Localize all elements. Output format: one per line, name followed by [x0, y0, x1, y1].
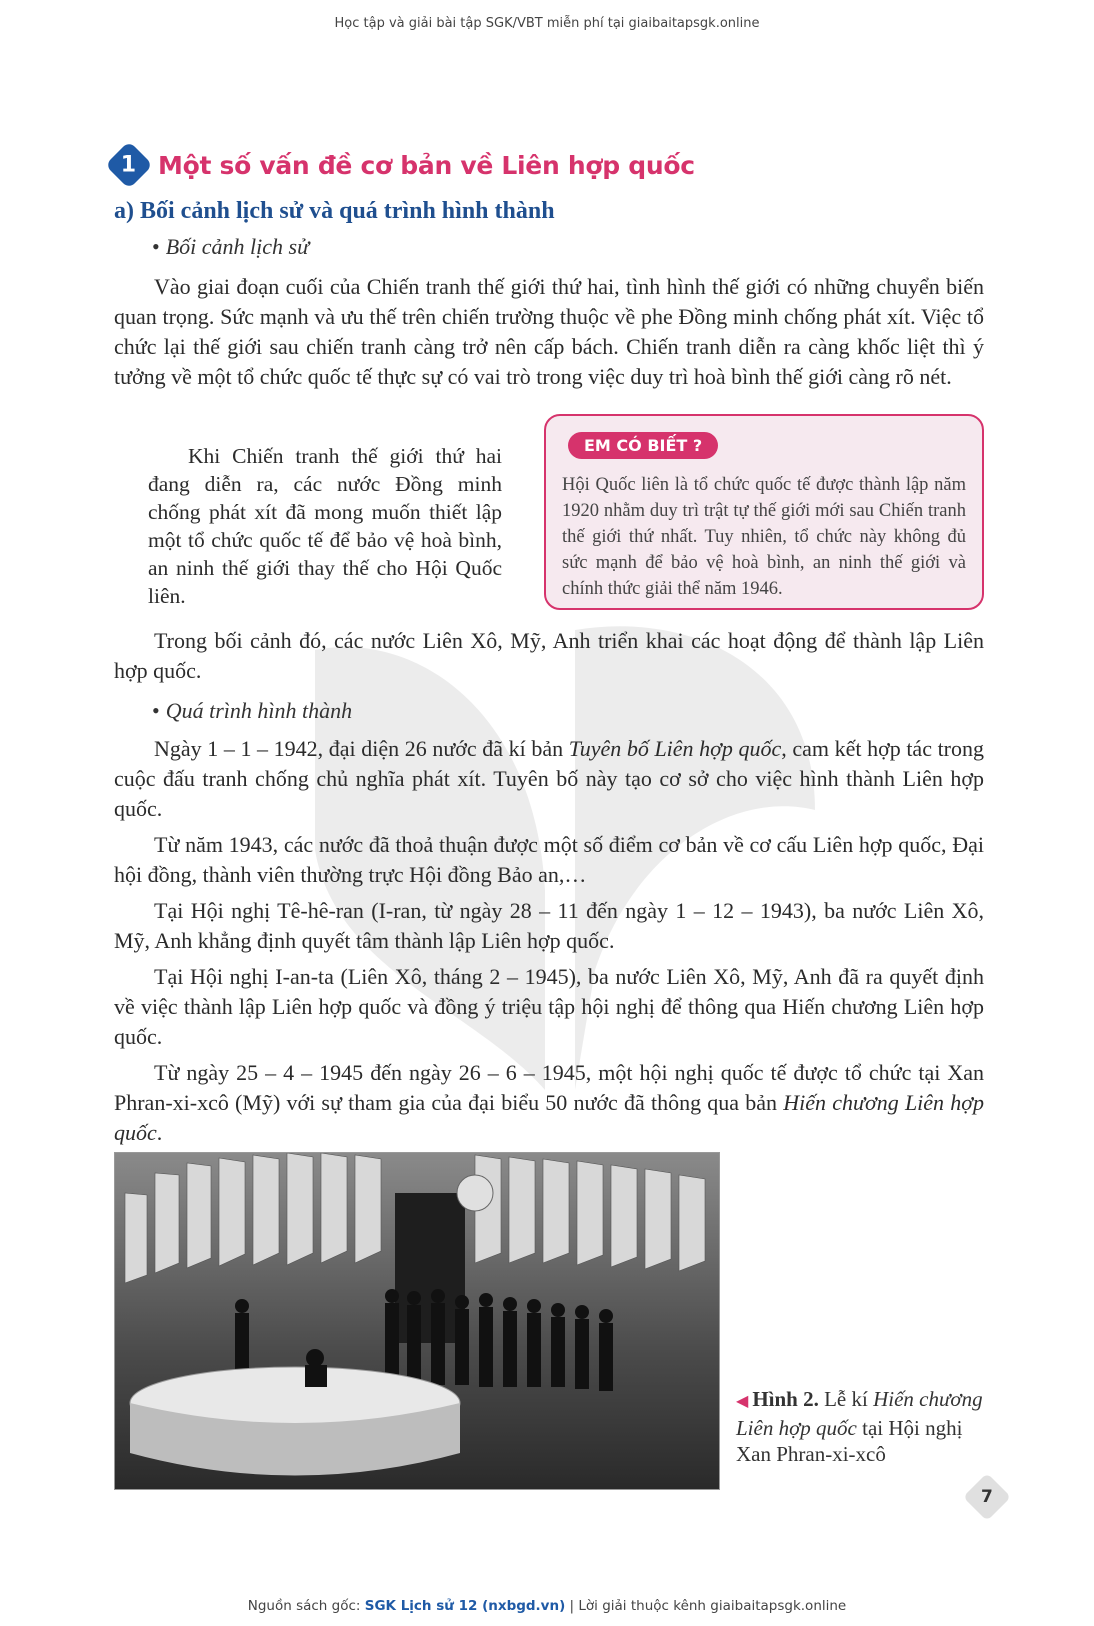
context-heading: • Bối cảnh lịch sử	[152, 234, 309, 260]
page-number-badge	[963, 1473, 1011, 1521]
caption-emphasis: Hiến chương Liên hợp quốc	[736, 1387, 983, 1440]
formation-p1-post: , cam kết hợp tác trong cuộc đấu tranh chống chủ nghĩa phát xít. Tuyên bố này tạo cơ sở cho việc hình thành Liên hợp quốc.	[114, 736, 985, 821]
did-you-know-tag: EM CÓ BIẾT ?	[568, 432, 718, 459]
formation-paragraph-1	[114, 734, 984, 824]
did-you-know-text: Hội Quốc liên là tổ chức quốc tế được thành lập năm 1920 nhằm duy trì trật tự thế giới mới sau Chiến tranh thế giới thứ nhất. Tuy nhiên, tổ chức này không đủ sức mạnh để bảo vệ hoà bình, an ninh thế giới và chính thức giải thể năm 1946.	[562, 475, 966, 599]
formation-paragraph-3: Tại Hội nghị Tê-hê-ran (I-ran, từ ngày 28 – 11 đến ngày 1 – 12 – 1943), ba nước Liên Xô, Mỹ, Anh khẳng định quyết tâm thành lập Liên hợp quốc.	[114, 898, 984, 953]
page-header: Học tập và giải bài tập SGK/VBT miễn phí tại giaibaitapsgk.online	[334, 16, 760, 31]
section-number: 1	[121, 152, 137, 178]
formation-p1-pre: Ngày 1 – 1 – 1942, đại diện 26 nước đã kí bản	[154, 736, 569, 761]
context-paragraph-3: Trong bối cảnh đó, các nước Liên Xô, Mỹ, Anh triển khai các hoạt động để thành lập Liên hợp quốc.	[114, 628, 984, 683]
footer-source-link[interactable]: SGK Lịch sử 12 (nxbgd.vn)	[364, 1598, 566, 1614]
section-heading	[112, 148, 695, 182]
formation-paragraph-4: Tại Hội nghị I-an-ta (Liên Xô, tháng 2 – 1945), ba nước Liên Xô, Mỹ, Anh đã ra quyết định về việc thành lập Liên hợp quốc và đồng ý triệu tập hội nghị để thông qua Hiến chương Liên hợp quốc.	[114, 964, 984, 1049]
caption-post: tại Hội nghị Xan Phran-xi-xcô	[736, 1416, 963, 1466]
formation-paragraph-5	[114, 1058, 984, 1148]
charter-signing-photo	[114, 1152, 720, 1490]
caption-arrow-icon: ◀	[736, 1393, 749, 1410]
subsection-title: a) Bối cảnh lịch sử và quá trình hình thành	[114, 198, 555, 224]
section-title: Một số vấn đề cơ bản về Liên hợp quốc	[158, 150, 695, 180]
formation-p5-post: .	[156, 1120, 163, 1145]
formation-p5-pre: Từ ngày 25 – 4 – 1945 đến ngày 26 – 6 – 1945, một hội nghị quốc tế được tổ chức tại Xan Phran-xi-xcô (Mỹ) với sự tham gia của đại biểu 50 nước đã thông qua bản	[114, 1060, 984, 1115]
did-you-know-box	[544, 414, 984, 610]
footer-suffix: | Lời giải thuộc kênh giaibaitapsgk.online	[565, 1598, 847, 1614]
context-paragraph-2: Khi Chiến tranh thế giới thứ hai đang diễn ra, các nước Đồng minh chống phát xít đã mong muốn thiết lập một tổ chức quốc tế để bảo vệ hoà bình, an ninh thế giới thay thế cho Hội Quốc liên.	[148, 444, 502, 608]
caption-pre: Lễ kí	[818, 1387, 874, 1411]
section-number-badge	[105, 141, 153, 189]
formation-paragraph-2: Từ năm 1943, các nước đã thoả thuận được một số điểm cơ bản về cơ cấu Liên hợp quốc, Đại hội đồng, thành viên thường trực Hội đồng Bảo an,…	[114, 832, 984, 887]
page-footer	[0, 1598, 1094, 1614]
figure-caption	[736, 1386, 996, 1467]
footer-prefix: Nguồn sách gốc:	[247, 1598, 365, 1614]
context-paragraph-1: Vào giai đoạn cuối của Chiến tranh thế giới thứ hai, tình hình thế giới có những chuyển biến quan trọng. Sức mạnh và ưu thế trên chiến trường thuộc về phe Đồng minh chống phát xít. Việc tổ chức lại thế giới sau chiến tranh càng trở nên cấp bách. Chiến tranh diễn ra càng khốc liệt thì ý tưởng về một tổ chức quốc tế thực sự có vai trò trong việc duy trì hoà bình thế giới càng rõ nét.	[114, 274, 984, 389]
formation-p5-emphasis: Hiến chương Liên hợp quốc	[114, 1090, 985, 1145]
formation-p1-emphasis: Tuyên bố Liên hợp quốc	[568, 736, 782, 761]
formation-heading: • Quá trình hình thành	[152, 698, 352, 724]
page-number: 7	[981, 1487, 993, 1507]
figure-label: Hình 2.	[752, 1387, 819, 1411]
